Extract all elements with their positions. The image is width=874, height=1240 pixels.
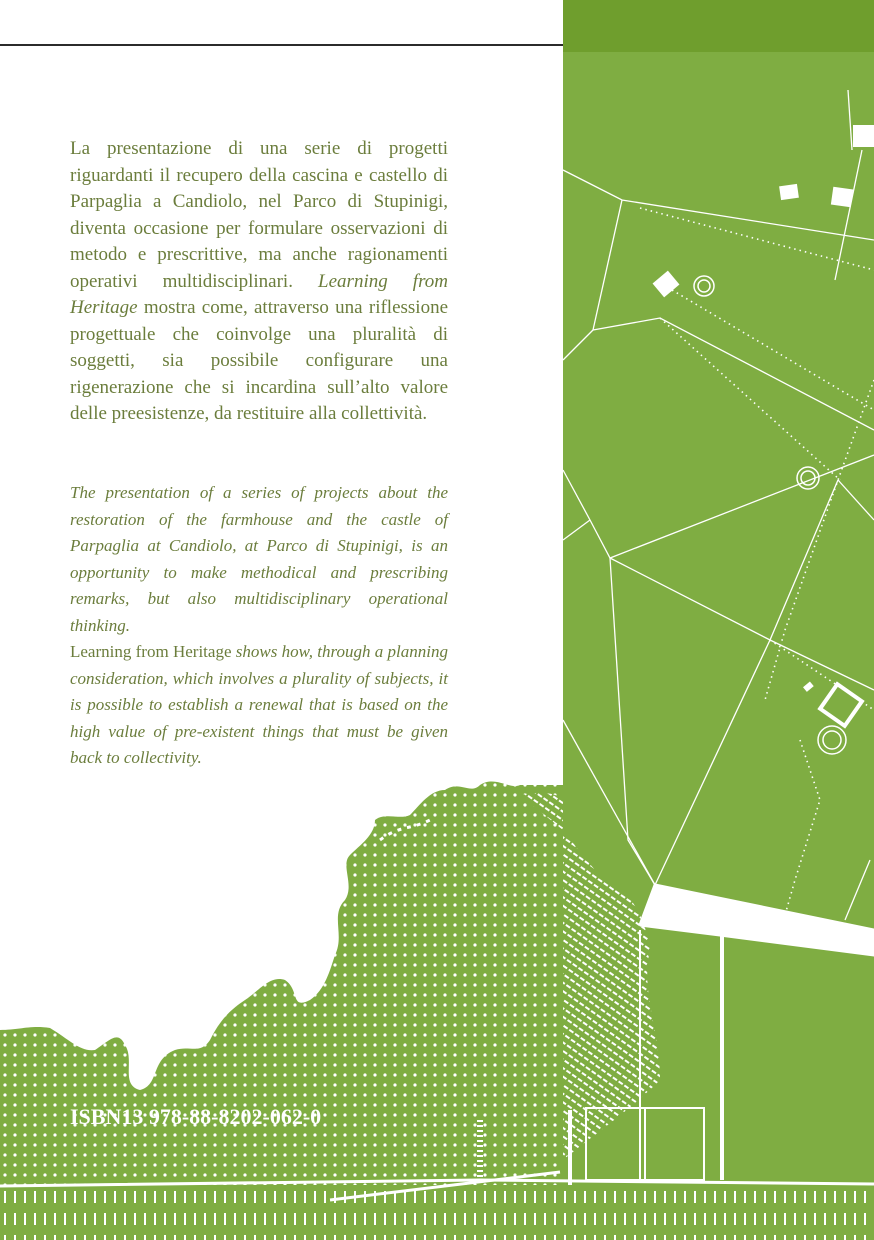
english-paragraph-1: The presentation of a series of projects about the restoration of the farmhouse and the castle of Parpaglia at Candiolo, at Parco di Stupinigi, is an opportunity to make methodical and prescribing remarks, but also multidisciplinary operational thinking. <box>70 483 448 635</box>
english-paragraph-2: shows how, through a planning consideration, which involves a plurality of subjects, it is possible to establish a renewal that is based on the high value of pre-existent things that must be given back to collectivity. <box>70 642 448 767</box>
italian-description-part1: La presentazione di una serie di progetti riguardanti il recupero della cascina e castello di Parpaglia a Candiolo, nel Parco di Stupinigi, diventa occasione per formulare osservazioni di metodo e prescrittive, ma anche ragionamenti operativi multidisciplinari. <box>70 138 448 292</box>
isbn-label: ISBN13 978-88-8202-062-0 <box>70 1104 322 1129</box>
map-lines <box>563 90 874 920</box>
map-dotted-paths <box>640 208 874 915</box>
italian-book-title: Learning from Heritage <box>70 270 448 318</box>
italian-description <box>70 136 448 428</box>
ground-strip <box>0 1185 874 1240</box>
english-description <box>70 480 448 772</box>
english-book-title: Learning from Heritage <box>70 642 232 661</box>
italian-description-part2: mostra come, attraverso una riflessione progettuale che coinvolge una pluralità di soggetti, sia possibile configurare una rigenerazione che si incardina sull’alto valore delle preesistenze, da restituire alla collettività. <box>70 297 449 424</box>
